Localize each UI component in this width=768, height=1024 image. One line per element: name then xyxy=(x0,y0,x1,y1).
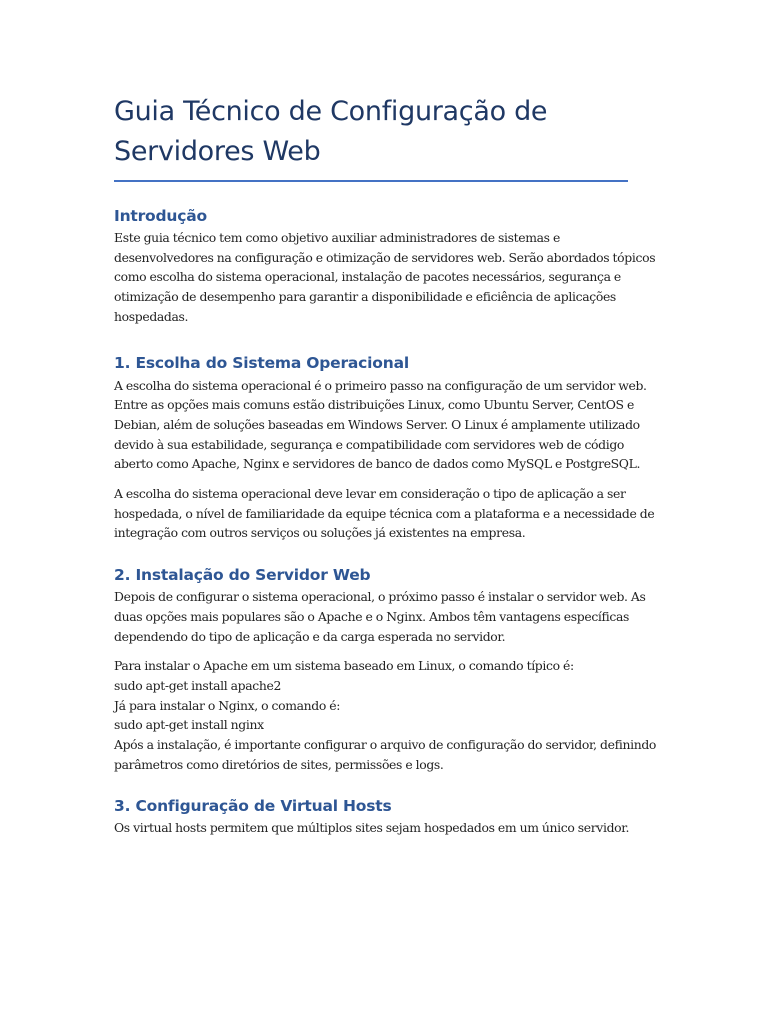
paragraph xyxy=(114,818,628,838)
text-line: Este guia técnico tem como objetivo auxiliar administradores de sistemas e xyxy=(114,230,560,245)
text-line: desenvolvedores na configuração e otimização de servidores web. Serão abordados tópicos xyxy=(114,249,656,265)
text-line: como escolha do sistema operacional, instalação de pacotes necessários, segurança e xyxy=(114,269,621,285)
paragraph xyxy=(114,376,647,475)
section-heading: 3. Configuração de Virtual Hosts xyxy=(114,797,392,816)
text-line: duas opções mais populares são o Apache e o Nginx. Ambos têm vantagens específicas xyxy=(114,608,630,624)
text-line: Para instalar o Apache em um sistema baseado em Linux, o comando típico é: xyxy=(114,658,574,674)
document-page xyxy=(114,92,657,838)
text-line: hospedada, o nível de familiaridade da equipe técnica com a plataforma e a necessidade de xyxy=(114,505,655,521)
section-configuracao-virtual-hosts xyxy=(114,796,628,838)
text-line: Os virtual hosts permitem que múltiplos sites sejam hospedados em um único servidor. xyxy=(114,820,630,836)
text-line: Debian, além de soluções baseadas em Windows Server. O Linux é amplamente utilizado xyxy=(114,416,640,432)
text-line: Depois de configurar o sistema operacional, o próximo passo é instalar o servidor web. As xyxy=(114,589,646,605)
text-line: aberto como Apache, Nginx e servidores de banco de dados como MySQL e PostgreSQL. xyxy=(114,456,641,472)
section-instalacao-servidor-web xyxy=(114,565,657,774)
text-line: A escolha do sistema operacional deve levar em consideração o tipo de aplicação a ser xyxy=(114,486,626,502)
section-introducao xyxy=(114,206,656,327)
command-line: sudo apt-get install apache2 xyxy=(114,677,282,693)
text-line: otimização de desempenho para garantir a disponibilidade e eficiência de aplicações xyxy=(114,289,616,305)
document-title xyxy=(114,92,628,182)
section-heading: 1. Escolha do Sistema Operacional xyxy=(114,353,409,372)
paragraph xyxy=(114,484,655,543)
text-line: Após a instalação, é importante configurar o arquivo de configuração do servidor, definindo xyxy=(114,737,657,753)
text-line: parâmetros como diretórios de sites, permissões e logs. xyxy=(114,756,444,772)
text-line: dependendo do tipo de aplicação e da carga esperada no servidor. xyxy=(114,628,506,644)
command-line: sudo apt-get install nginx xyxy=(114,717,264,733)
title-line: Guia Técnico de Configuração de xyxy=(114,96,548,127)
paragraph xyxy=(114,228,656,327)
text-line: integração com outros serviços ou soluções já existentes na empresa. xyxy=(114,525,526,541)
section-heading: Introdução xyxy=(114,207,207,225)
text-line: Já para instalar o Nginx, o comando é: xyxy=(114,697,341,713)
text-line: A escolha do sistema operacional é o primeiro passo na configuração de um servidor web. xyxy=(114,377,647,393)
section-escolha-sistema-operacional xyxy=(114,353,655,544)
paragraph xyxy=(114,656,657,774)
text-line: hospedadas. xyxy=(114,308,189,324)
text-line: devido à sua estabilidade, segurança e compatibilidade com servidores web de código xyxy=(114,436,625,452)
section-heading: 2. Instalação do Servidor Web xyxy=(114,566,371,585)
text-line: Entre as opções mais comuns estão distribuições Linux, como Ubuntu Server, CentOS e xyxy=(114,397,634,413)
title-line: Servidores Web xyxy=(114,136,321,167)
paragraph xyxy=(114,587,646,646)
